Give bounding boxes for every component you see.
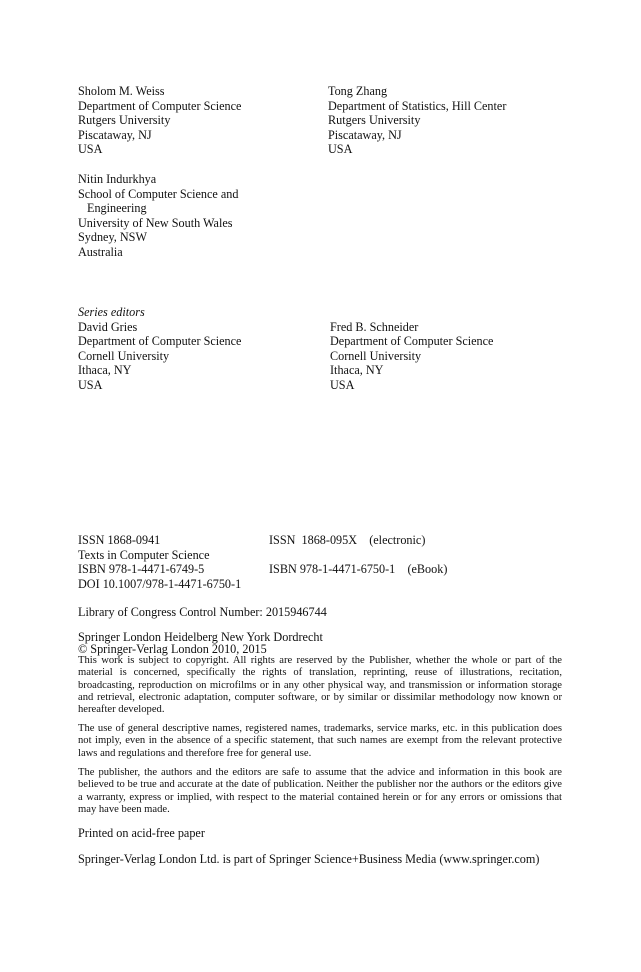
editor-department: Department of Computer Science <box>78 334 242 349</box>
editor-university: Cornell University <box>330 348 422 363</box>
author-university: University of New South Wales <box>78 215 233 230</box>
series-title: Texts in Computer Science <box>78 547 210 562</box>
doi: DOI 10.1007/978-1-4471-6750-1 <box>78 576 242 591</box>
editor-department: Department of Computer Science <box>330 334 494 349</box>
disclaimer-paragraph: The publisher, the authors and the editors are safe to assume that the advice and information in this book are believed to be true and accurate at the date of publication. Neither the publisher nor the authors or the editors give a warranty, express or implied, with respect to the material contained herein or for any errors or omissions that may have been made. <box>78 767 562 815</box>
author-university: Rutgers University <box>328 113 421 128</box>
editor-country: USA <box>78 377 103 392</box>
editor-city: Ithaca, NY <box>78 363 132 378</box>
author-department: Department of Statistics, Hill Center <box>328 98 507 113</box>
series-editors-label: Series editors <box>78 305 145 319</box>
author-country: USA <box>328 142 353 157</box>
author-department-cont: Engineering <box>87 201 147 216</box>
author-zhang <box>328 84 506 157</box>
editor-name: Fred B. Schneider <box>330 319 419 334</box>
author-country: USA <box>78 142 103 157</box>
author-city: Sydney, NSW <box>78 230 147 245</box>
author-weiss <box>78 84 241 157</box>
series-editor-schneider <box>330 320 493 393</box>
copyright-paragraph: This work is subject to copyright. All rights are reserved by the Publisher, whether the whole or part of the material is concerned, specifically the rights of translation, reprinting, reuse of illustrations, recitation, broadcasting, reproduction on microfilms or in any other physical way, and transmission or information storage and retrieval, electronic adaptation, computer software, or by similar or dissimilar methodology now known or hereafter developed. <box>78 655 562 716</box>
author-department: Department of Computer Science <box>78 98 242 113</box>
author-city: Piscataway, NJ <box>328 127 402 142</box>
author-name: Nitin Indurkhya <box>78 172 157 186</box>
author-city: Piscataway, NJ <box>78 127 152 142</box>
author-indurkhya <box>78 172 238 260</box>
editor-name: David Gries <box>78 319 138 334</box>
issn-print: ISSN 1868-0941 <box>78 533 161 547</box>
issn-electronic: ISSN 1868-095X (electronic) <box>269 533 426 547</box>
author-department: School of Computer Science and <box>78 186 239 201</box>
author-country: Australia <box>78 244 123 259</box>
publisher-cities: Springer London Heidelberg New York Dordrecht <box>78 630 323 644</box>
author-name: Sholom M. Weiss <box>78 84 165 98</box>
series-editor-gries <box>78 305 241 393</box>
author-university: Rutgers University <box>78 113 171 128</box>
loc-control-number: Library of Congress Control Number: 2015946744 <box>78 605 327 619</box>
acid-free-note: Printed on acid-free paper <box>78 826 205 840</box>
editor-city: Ithaca, NY <box>330 363 384 378</box>
trademark-paragraph: The use of general descriptive names, registered names, trademarks, service marks, etc. in this publication does not imply, even in the absence of a specific statement, that such names are exempt from the relevant protective laws and regulations and therefore free for general use. <box>78 723 562 759</box>
isbn-print: ISBN 978-1-4471-6749-5 <box>78 562 205 577</box>
editor-university: Cornell University <box>78 348 170 363</box>
isbn-ebook: ISBN 978-1-4471-6750-1 (eBook) <box>269 562 448 577</box>
editor-country: USA <box>330 377 355 392</box>
springer-affiliation: Springer-Verlag London Ltd. is part of Springer Science+Business Media (www.springer.com) <box>78 852 540 866</box>
copyright-line: © Springer-Verlag London 2010, 2015 <box>78 642 267 657</box>
author-name: Tong Zhang <box>328 84 388 98</box>
